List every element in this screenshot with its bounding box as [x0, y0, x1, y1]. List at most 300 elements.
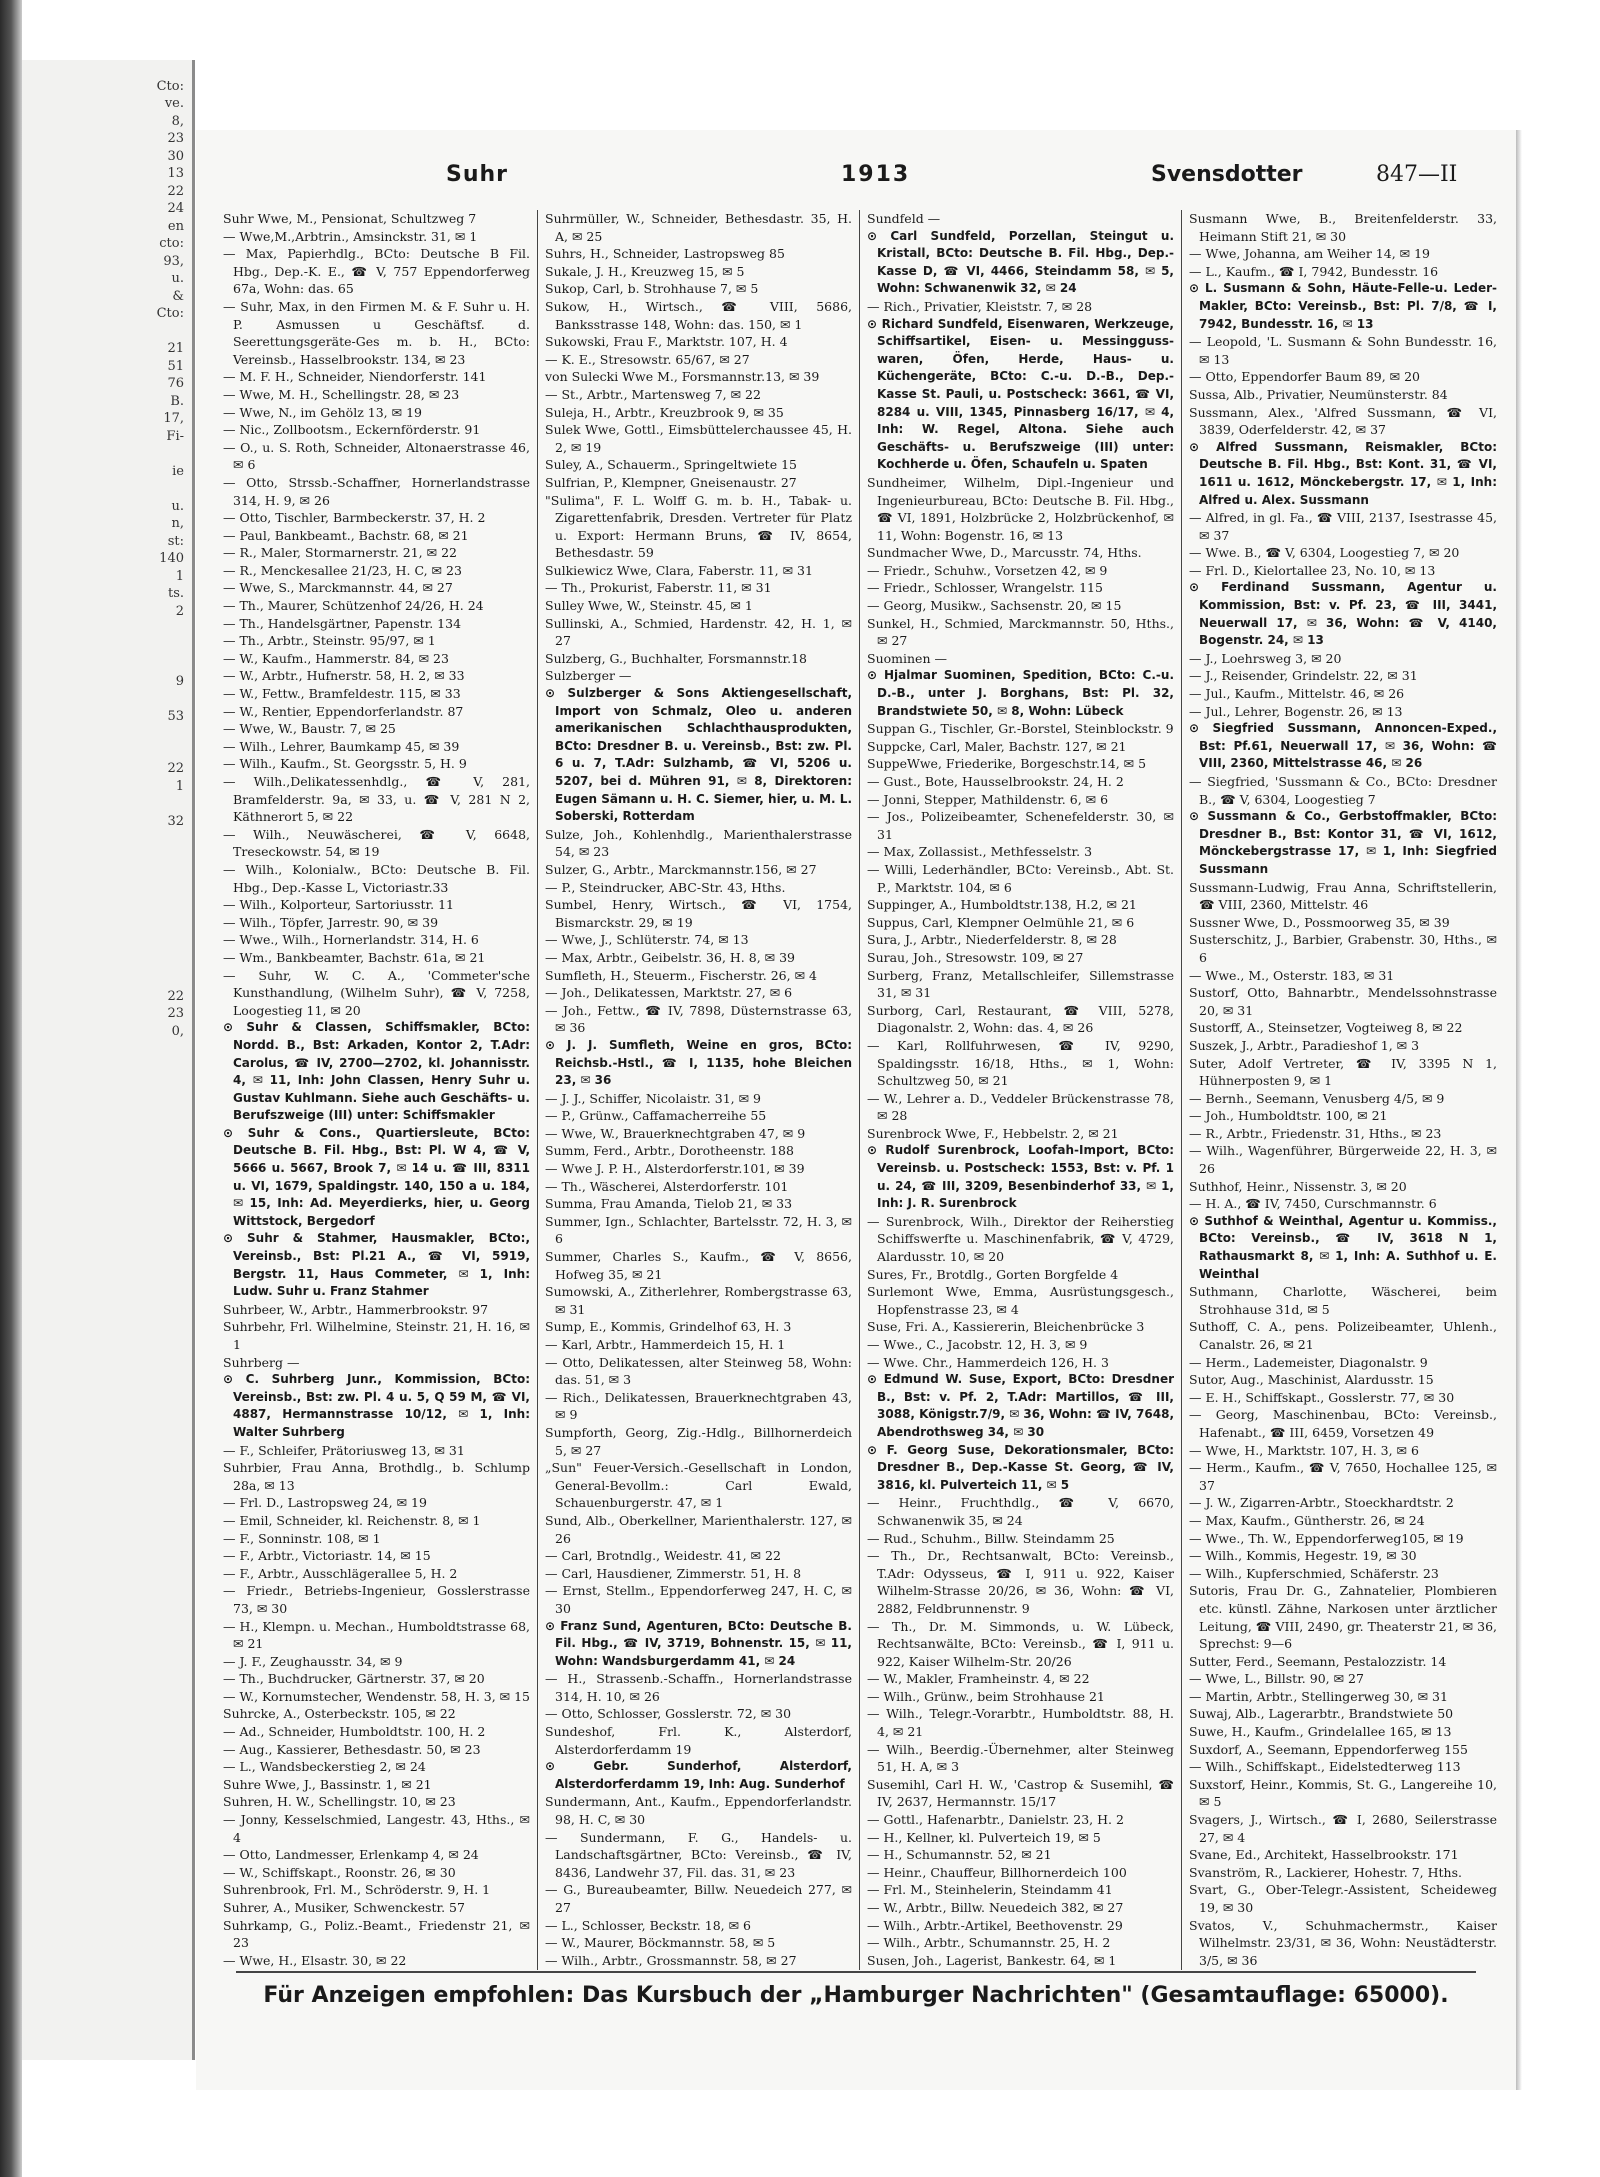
directory-entry: — Wwe, J., Schlüterstr. 74, ✉ 13 [545, 932, 749, 948]
directory-entry: Sustorff, A., Steinsetzer, Vogteiweg 8, ✉ 22 [1189, 1020, 1463, 1036]
facing-page-fragment: Cto: [156, 306, 184, 321]
directory-entry: — Wilh., Töpfer, Jarrestr. 90, ✉ 39 [223, 914, 439, 930]
directory-entry: — Th., Dr., Rechtsanwalt, BCto: Vereinsb., T.Adr: Odysseus, ☎ I, 911 u. 922, Kaiser Wilhelm-Strasse 20/26, ✉ 36, Wohn: ☎ VI, 2882, Feldbrunnenstr. 9 [867, 1548, 1174, 1616]
directory-entry: Suxdorf, A., Seemann, Eppendorferweg 155 [1189, 1741, 1468, 1757]
directory-entry: — Max, Kaufm., Güntherstr. 26, ✉ 24 [1189, 1512, 1425, 1528]
directory-entry: ⊙ Suthhof & Weinthal, Agentur u. Kommiss., BCto: Vereinsb., ☎ IV, 3618 N 1, Rathausmarkt 8, ✉ 1, Inh: A. Suthhof u. E. Weinthal [1189, 1213, 1497, 1281]
directory-entry: Sulfrian, P., Klempner, Gneisenaustr. 27 [545, 474, 797, 490]
directory-entry: Suhrs, H., Schneider, Lastropsweg 85 [545, 246, 785, 262]
directory-entry: SuppeWwe, Friederike, Borgeschstr.14, ✉ 5 [867, 756, 1147, 772]
facing-page-fragment: 21 [167, 341, 184, 356]
directory-entry: ⊙ Edmund W. Suse, Export, BCto: Dresdner B., Bst: v. Pf. 2, T.Adr: Martillos, ☎ III, 3088, Königstr.7/9, ✉ 36, Wohn: ☎ IV, 7648, Abendrothsweg 34, ✉ 30 [867, 1372, 1174, 1439]
directory-entry: Svart, G., Ober-Telegr.-Assistent, Scheideweg 19, ✉ 30 [1189, 1882, 1497, 1915]
directory-entry: — W., Schiffskapt., Roonstr. 26, ✉ 30 [223, 1864, 456, 1880]
directory-entry: — F., Arbtr., Ausschlägerallee 5, H. 2 [223, 1565, 458, 1581]
directory-entry: Summer, Ign., Schlachter, Bartelsstr. 72, H. 3, ✉ 6 [545, 1213, 852, 1247]
facing-page-fragment [22, 690, 192, 708]
directory-entry: — Paul, Bankbeamt., Bachstr. 68, ✉ 21 [223, 527, 469, 543]
directory-entry: Suppcke, Carl, Maler, Bachstr. 127, ✉ 21 [867, 738, 1127, 754]
facing-page-fragment: 22 [167, 183, 184, 199]
directory-entry: Sukow, H., Wirtsch., ☎ VIII, 5686, Banksstrasse 148, Wohn: das. 150, ✉ 1 [545, 298, 852, 332]
directory-entry: Suwaj, Alb., Lagerarbtr., Brandstwiete 50 [1189, 1706, 1454, 1722]
directory-entry: ⊙ L. Susmann & Sohn, Häute-Felle-u. Leder-Makler, BCto: Vereinsb., Bst: Pl. 7/8, ☎ I, 7942, Bundesstr. 16, ✉ 13 [1189, 281, 1497, 331]
directory-entry: Sundermann, Ant., Kaufm., Eppendorferlandstr. 98, H. C, ✉ 30 [545, 1794, 852, 1828]
directory-entry: — Rich., Privatier, Kleiststr. 7, ✉ 28 [867, 298, 1093, 314]
directory-entry: Suthhof, Heinr., Nissenstr. 3, ✉ 20 [1189, 1178, 1407, 1194]
directory-entry: ⊙ C. Suhrberg Junr., Kommission, BCto: Vereinsb., Bst: zw. Pl. 4 u. 5, Q 59 M, ☎ VI, 4887, Hermannstrasse 10/12, ✉ 1, Inh: Walter Suhrberg [223, 1372, 530, 1439]
directory-entry: — Georg, Maschinenbau, BCto: Vereinsb., Hafenabt., ☎ III, 6459, Vorsetzen 49 [1189, 1407, 1497, 1440]
directory-entry: — P., Steindrucker, ABC-Str. 43, Hths. [545, 879, 786, 895]
directory-entry: Sullinski, A., Schmied, Hardenstr. 42, H. 1, ✉ 27 [545, 615, 852, 649]
directory-entry: — Alfred, in gl. Fa., ☎ VIII, 2137, Isestrasse 45, ✉ 37 [1189, 510, 1497, 543]
directory-entry: ⊙ Suhr & Cons., Quartiersleute, BCto: Deutsche B. Fil. Hbg., Bst: Pl. W 4, ☎ V, 5666 u. 5667, Brook 7, ✉ 14 u. ☎ III, 8311 u. VI, 1679, Spaldingstr. 140, 150 a u. 184, ✉ 15, Inh: Ad. Meyerdierks, hier, u. Georg Wittstock, Bergedorf [223, 1125, 530, 1228]
directory-entry: — Jul., Lehrer, Bogenstr. 26, ✉ 13 [1189, 703, 1403, 719]
directory-entry: — E. H., Schiffskapt., Gosslerstr. 77, ✉ 30 [1189, 1389, 1455, 1405]
facing-page-fragment [22, 970, 192, 988]
facing-page-fragment: ve. [164, 96, 184, 111]
facing-page-fragment [22, 883, 192, 901]
directory-entry: — Wilh., Arbtr.-Artikel, Beethovenstr. 29 [867, 1917, 1123, 1933]
directory-entry: — Jonny, Kesselschmied, Langestr. 43, Hths., ✉ 4 [223, 1812, 530, 1845]
directory-entry: — H., Schumannstr. 52, ✉ 21 [867, 1847, 1052, 1863]
directory-entry: Suthoff, C. A., pens. Polizeibeamter, Uhlenh., Canalstr. 26, ✉ 21 [1189, 1319, 1497, 1352]
directory-entry: — Heinr., Chauffeur, Billhornerdeich 100 [867, 1864, 1127, 1880]
directory-entry: Susmann Wwe, B., Breitenfelderstr. 33, Heimann Stift 21, ✉ 30 [1189, 211, 1497, 244]
directory-columns [216, 210, 1506, 1970]
directory-entry: Sukowski, Frau F., Marktstr. 107, H. 4 [545, 334, 788, 350]
directory-entry: — W., Kornumstecher, Wendenstr. 58, H. 3, ✉ 15 [223, 1688, 531, 1704]
directory-entry: — Georg, Musikw., Sachsenstr. 20, ✉ 15 [867, 598, 1122, 614]
directory-entry: — Th., Dr. M. Simmonds, u. W. Lübeck, Rechtsanwälte, BCto: Vereinsb., ☎ I, 911 u. 922, Kaiser Wilhelm-Str. 20/26 [867, 1618, 1174, 1669]
directory-entry: — Wilh., Grünw., beim Strohhause 21 [867, 1688, 1105, 1704]
directory-entry: — Wwe., Wilh., Hornerlandstr. 314, H. 6 [223, 932, 479, 948]
facing-page-fragment [22, 848, 192, 866]
directory-entry: Sunkel, H., Schmied, Marckmannstr. 50, Hths., ✉ 27 [867, 615, 1174, 649]
facing-page-fragment [22, 1040, 192, 1058]
directory-entry: — Ernst, Stellm., Eppendorferweg 247, H. C, ✉ 30 [545, 1583, 852, 1616]
directory-entry: — Rich., Delikatessen, Brauerknechtgraben 43, ✉ 9 [545, 1389, 852, 1423]
directory-entry: Susterschitz, J., Barbier, Grabenstr. 30, Hths., ✉ 6 [1189, 932, 1497, 965]
directory-entry: — Ad., Schneider, Humboldtstr. 100, H. 2 [223, 1724, 486, 1740]
directory-entry: — J., Reisender, Grindelstr. 22, ✉ 31 [1189, 668, 1418, 684]
directory-entry: — J. F., Zeughausstr. 34, ✉ 9 [223, 1653, 403, 1669]
facing-page-fragment: 32 [167, 813, 184, 829]
directory-entry: Suhren, H. W., Schellingstr. 10, ✉ 23 [223, 1794, 456, 1810]
column-4 [1182, 210, 1504, 1970]
directory-entry: ⊙ Rudolf Surenbrock, Loofah-Import, BCto: Vereinsb. u. Postscheck: 1553, Bst: v. Pf. 1 u. 24, ☎ III, 3209, Besenbinderhof 33, ✉ 1, Inh: J. R. Surenbrock [867, 1143, 1174, 1211]
directory-entry: — Joh., Delikatessen, Marktstr. 27, ✉ 6 [545, 985, 793, 1001]
directory-entry: — M. F. H., Schneider, Niendorferstr. 141 [223, 369, 487, 385]
facing-page-fragment: 2 [175, 603, 184, 619]
directory-entry: ⊙ Ferdinand Sussmann, Agentur u. Kommission, Bst: v. Pf. 23, ☎ III, 3441, Neuerwall 17, ✉ 36, Wohn: ☎ V, 4140, Bogenstr. 24, ✉ 13 [1189, 580, 1497, 648]
running-head-first-name: Suhr [446, 162, 509, 187]
directory-entry: Sulzberger — [545, 668, 632, 684]
directory-entry: — F., Sonninstr. 108, ✉ 1 [223, 1530, 381, 1546]
directory-entry: — Suhr, Max, in den Firmen M. & F. Suhr u. H. P. Asmussen u Geschäftsf. d. Seerettungsgeräte-Ges m. b. H., BCto: Vereinsb., Hasselbrookstr. 134, ✉ 23 [223, 298, 530, 367]
directory-entry: Sundeshof, Frl. K., Alsterdorf, Alsterdorferdamm 19 [545, 1724, 852, 1757]
directory-entry: Suter, Adolf Vertreter, ☎ IV, 3395 N 1, Hühnerposten 9, ✉ 1 [1189, 1055, 1497, 1089]
directory-entry: Sutor, Aug., Maschinist, Alardusstr. 15 [1189, 1372, 1434, 1388]
directory-entry: Sussa, Alb., Privatier, Neumünsterstr. 84 [1189, 386, 1448, 402]
facing-page-fragment: en [167, 218, 184, 234]
facing-page-fragment: 0, [171, 1023, 184, 1039]
facing-page-fragment: n, [171, 516, 184, 531]
directory-entry: — Wilh., Kolonialw., BCto: Deutsche B. Fil. Hbg., Dep.-Kasse L, Victoriastr.33 [223, 861, 530, 895]
directory-entry: — Karl, Arbtr., Hammerdeich 15, H. 1 [545, 1337, 786, 1352]
directory-entry: — L., Wandsbeckerstieg 2, ✉ 24 [223, 1759, 426, 1775]
directory-entry: — Wilh., Neuwäscherei, ☎ V, 6648, Treseckowstr. 54, ✉ 19 [223, 826, 530, 860]
directory-entry: Sussmann, Alex., 'Alfred Sussmann, ☎ VI, 3839, Oderfelderstr. 42, ✉ 37 [1189, 404, 1497, 438]
directory-entry: ⊙ J. J. Sumfleth, Weine en gros, BCto: Reichsb.-Hstl., ☎ I, 1135, hohe Bleichen 23, ✉ 36 [545, 1037, 852, 1088]
column-1 [216, 210, 538, 1970]
directory-entry: — Karl, Rollfuhrwesen, ☎ IV, 9290, Spaldingsstr. 16/18, Hths., ✉ 1, Wohn: Schultzweg 50, ✉ 21 [867, 1037, 1174, 1089]
directory-entry: — Jul., Kaufm., Mittelstr. 46, ✉ 26 [1189, 686, 1405, 702]
directory-entry: — Wilh., Kaufm., St. Georgsstr. 5, H. 9 [223, 756, 467, 772]
directory-entry: — Th., Wäscherei, Alsterdorferstr. 101 [545, 1178, 789, 1194]
facing-page-fragment [22, 953, 192, 971]
directory-entry: — Willi, Lederhändler, BCto: Vereinsb., Abt. St. P., Marktstr. 104, ✉ 6 [867, 861, 1174, 895]
directory-entry: — Gottl., Hafenarbtr., Danielstr. 23, H. 2 [867, 1812, 1124, 1828]
directory-entry: — Surenbrock, Wilh., Direktor der Reiherstieg Schiffswerfte u. Maschinenfabrik, ☎ V, 4729, Alardusstr. 10, ✉ 20 [867, 1213, 1174, 1265]
facing-page-fragment: Cto: [156, 78, 184, 94]
directory-entry: — Leopold, 'L. Susmann & Sohn Bundesstr. 16, ✉ 13 [1189, 334, 1497, 367]
directory-entry: Suhrbehr, Frl. Wilhelmine, Steinstr. 21, H. 16, ✉ 1 [223, 1319, 530, 1352]
directory-entry: — Wwe, H., Elsastr. 30, ✉ 22 [223, 1952, 407, 1968]
directory-entry: Sundheimer, Wilhelm, Dipl.-Ingenieur und Ingenieurbureau, BCto: Deutsche B. Fil. Hbg., ☎ VI, 1891, Holzbrücke 2, Holzbrückenhof, ✉ 11, Wohn: Bogenstr. 16, ✉ 13 [867, 474, 1174, 543]
directory-entry: — Otto, Schlosser, Gosslerstr. 72, ✉ 30 [545, 1706, 792, 1722]
facing-page-fragment: 24 [167, 201, 184, 216]
directory-entry: — St., Arbtr., Martensweg 7, ✉ 22 [545, 386, 761, 402]
directory-entry: — Th., Arbtr., Steinstr. 95/97, ✉ 1 [223, 633, 436, 649]
directory-entry: ⊙ Gebr. Sunderhof, Alsterdorf, Alsterdorferdamm 19, Inh: Aug. Sunderhof [545, 1759, 852, 1791]
directory-entry: Sussmann-Ludwig, Frau Anna, Schriftstellerin, ☎ VIII, 2360, Mittelstr. 46 [1189, 879, 1497, 913]
page-number: 847—II [1376, 162, 1458, 187]
directory-entry: Sukop, Carl, b. Strohhause 7, ✉ 5 [545, 281, 759, 297]
directory-entry: — Th., Prokurist, Faberstr. 11, ✉ 31 [545, 580, 772, 596]
directory-entry: — Wilh., Wagenführer, Bürgerweide 22, H. 3, ✉ 26 [1189, 1143, 1497, 1177]
facing-page-fragment: 22 [167, 761, 184, 776]
directory-entry: Suszek, J., Arbtr., Paradieshof 1, ✉ 3 [1189, 1037, 1420, 1053]
directory-entry: Sura, J., Arbtr., Niederfelderstr. 8, ✉ 28 [867, 932, 1117, 948]
directory-entry: Suhrkamp, G., Poliz.-Beamt., Friedenstr 21, ✉ 23 [223, 1917, 530, 1951]
facing-page-fragment: 53 [167, 708, 184, 724]
directory-entry: — Wwe, L., Billstr. 90, ✉ 27 [1189, 1671, 1364, 1687]
facing-page-fragment: 140 [159, 551, 184, 566]
directory-entry: — Suhr, W. C. A., 'Commeter'sche Kunsthandlung, (Wilhelm Suhr), ☎ V, 7258, Loogestieg 11, ✉ 20 [223, 967, 530, 1018]
facing-page-fragment [22, 60, 192, 78]
facing-page-fragment [22, 1198, 192, 1216]
directory-entry: Sulze, Joh., Kohlenhdlg., Marienthalerstrasse 54, ✉ 23 [545, 826, 852, 860]
directory-entry: — R., Maler, Stormarnerstr. 21, ✉ 22 [223, 545, 457, 561]
directory-entry: — Joh., Fettw., ☎ IV, 7898, Düsternstrasse 63, ✉ 36 [545, 1002, 852, 1036]
directory-entry: Sustorf, Otto, Bahnarbtr., Mendelssohnstrasse 20, ✉ 31 [1189, 985, 1497, 1018]
directory-entry: — Herm., Kaufm., ☎ V, 7650, Hochallee 125, ✉ 37 [1189, 1460, 1497, 1493]
directory-entry: — W., Maurer, Böckmannstr. 58, ✉ 5 [545, 1935, 776, 1951]
directory-entry: — H. A., ☎ IV, 7450, Curschmannstr. 6 [1189, 1196, 1437, 1212]
facing-page-fragment [22, 1215, 192, 1233]
directory-entry: Sukale, J. H., Kreuzweg 15, ✉ 5 [545, 263, 745, 279]
directory-entry: Suhrberg — [223, 1354, 300, 1370]
directory-entry: "Sulima", F. L. Wolff G. m. b. H., Tabak- u. Zigarettenfabrik, Dresden. Vertreter für Platz u. Export: Hermann Bruns, ☎ IV, 8654, Bethesdastr. 59 [545, 492, 852, 561]
facing-page-fragment: 51 [167, 358, 184, 374]
directory-entry: Susen, Joh., Lagerist, Bankestr. 64, ✉ 1 [867, 1952, 1117, 1968]
facing-page-fragment [22, 445, 192, 463]
directory-entry: — Wilh., Arbtr., Schumannstr. 25, H. 2 [867, 1935, 1111, 1951]
directory-entry: Surborg, Carl, Restaurant, ☎ VIII, 5278, Diagonalstr. 2, Wohn: das. 4, ✉ 26 [867, 1002, 1174, 1036]
directory-entry: Suthmann, Charlotte, Wäscherei, beim Strohhause 31d, ✉ 5 [1189, 1284, 1497, 1317]
directory-entry: Surenbrock Wwe, F., Hebbelstr. 2, ✉ 21 [867, 1125, 1119, 1141]
directory-entry: — Max, Arbtr., Geibelstr. 36, H. 8, ✉ 39 [545, 949, 795, 965]
facing-page-fragment: ts. [167, 586, 184, 601]
directory-entry: von Sulecki Wwe M., Forsmannstr.13, ✉ 39 [545, 369, 820, 385]
directory-entry: — Wwe J. P. H., Alsterdorferstr.101, ✉ 39 [545, 1161, 805, 1177]
directory-entry: — Wwe., C., Jacobstr. 12, H. 3, ✉ 9 [867, 1337, 1088, 1352]
facing-page-fragment [22, 795, 192, 813]
directory-entry: Svane, Ed., Architekt, Hasselbrookstr. 171 [1189, 1847, 1459, 1863]
facing-page-fragment [22, 918, 192, 936]
facing-page-fragment [22, 1268, 192, 1286]
column-2 [538, 210, 860, 1970]
directory-entry: — Wwe. B., ☎ V, 6304, Loogestieg 7, ✉ 20 [1189, 545, 1460, 561]
facing-page-fragment: u. [171, 498, 184, 514]
facing-page-fragment [22, 865, 192, 883]
facing-page-fragment: u. [171, 271, 184, 286]
facing-page-fragment [22, 1128, 192, 1146]
directory-entry: — Wwe, W., Baustr. 7, ✉ 25 [223, 721, 396, 737]
facing-page-fragment [22, 900, 192, 918]
directory-entry: Sulzberg, G., Buchhalter, Forsmannstr.18 [545, 650, 807, 666]
directory-entry: — Heinr., Fruchthdlg., ☎ V, 6670, Schwanenwik 35, ✉ 24 [867, 1495, 1174, 1528]
directory-entry: — Wwe, S., Marckmannstr. 44, ✉ 27 [223, 580, 453, 596]
facing-page-fragment: cto: [159, 236, 184, 251]
directory-entry: — Wwe, N., im Gehölz 13, ✉ 19 [223, 404, 422, 420]
directory-entry: — Joh., Humboldtstr. 100, ✉ 21 [1189, 1108, 1388, 1124]
directory-entry: — R., Menckesallee 21/23, H. C, ✉ 23 [223, 562, 462, 578]
facing-page-fragment: 23 [167, 131, 184, 146]
directory-entry: — Wwe,M.,Arbtrin., Amsinckstr. 31, ✉ 1 [223, 228, 478, 244]
directory-entry: — W., Arbtr., Hufnerstr. 58, H. 2, ✉ 33 [223, 668, 465, 684]
facing-page-fragment [22, 480, 192, 498]
directory-entry: Sussner Wwe, D., Possmoorweg 35, ✉ 39 [1189, 914, 1450, 930]
directory-entry: Suley, A., Schauerm., Springeltwiete 15 [545, 457, 797, 473]
facing-page-fragment [22, 743, 192, 761]
directory-entry: — Wwe, W., Brauerknechtgraben 47, ✉ 9 [545, 1125, 806, 1141]
directory-entry [545, 1969, 852, 1970]
directory-entry: — Rud., Schuhm., Billw. Steindamm 25 [867, 1530, 1115, 1546]
directory-entry: — Wwe, M. H., Schellingstr. 28, ✉ 23 [223, 386, 460, 402]
directory-entry: — Sundermann, F. G., Handels- u. Landschaftsgärtner, BCto: Vereinsb., ☎ IV, 8436, Landwehr 37, Fil. das. 31, ✉ 23 [545, 1829, 852, 1880]
facing-page-fragment: Fi- [166, 428, 184, 444]
directory-entry: Sures, Fr., Brotdlg., Gorten Borgfelde 4 [867, 1266, 1119, 1282]
facing-page-fragment: & [172, 288, 184, 304]
column-3 [860, 210, 1182, 1970]
directory-page [196, 130, 1516, 2090]
directory-entry: — H., Kellner, kl. Pulverteich 19, ✉ 5 [867, 1829, 1101, 1845]
directory-entry: — Wilh., Beerdig.-Übernehmer, alter Steinweg 51, H. A, ✉ 3 [867, 1741, 1174, 1775]
directory-entry: ⊙ Sulzberger & Sons Aktiengesellschaft, Import von Schmalz, Oleo u. anderen amerikanischen Schlachthausprodukten, BCto: Dresdner B. u. Vereinsb., Bst: zw. Pl. 6 u. 7, T.Adr: Sulzhamb, ☎ VI, 5206 u. 5207, bei d. Mühren 91, ✉ 8, Direktoren: Eugen Sämann u. H. C. Siemer, hier, u. M. L. Soberski, Rotterdam [545, 686, 852, 824]
directory-entry: Suppus, Carl, Klempner Oelmühle 21, ✉ 6 [867, 914, 1135, 930]
directory-entry: — Otto, Eppendorfer Baum 89, ✉ 20 [1189, 369, 1421, 385]
directory-entry: — Otto, Strssb.-Schaffner, Hornerlandstrasse 314, H. 9, ✉ 26 [223, 474, 530, 508]
directory-entry: — P., Grünw., Caffamacherreihe 55 [545, 1108, 767, 1124]
directory-entry: Sutter, Ferd., Seemann, Pestalozzistr. 14 [1189, 1653, 1447, 1669]
directory-entry: — W., Kaufm., Hammerstr. 84, ✉ 23 [223, 650, 449, 666]
directory-entry: „Sun" Feuer-Versich.-Gesellschaft in London, General-Bevollm.: Carl Ewald, Schauenburgerstr. 47, ✉ 1 [545, 1460, 852, 1511]
directory-entry: — Th., Buchdrucker, Gärtnerstr. 37, ✉ 20 [223, 1671, 485, 1687]
directory-entry: — Wilh., Lehrer, Baumkamp 45, ✉ 39 [223, 738, 460, 754]
directory-entry: — Friedr., Betriebs-Ingenieur, Gosslerstrasse 73, ✉ 30 [223, 1583, 530, 1616]
directory-entry: — H., Klempn. u. Mechan., Humboldtstrasse 68, ✉ 21 [223, 1618, 530, 1652]
directory-entry: Sutoris, Frau Dr. G., Zahnatelier, Plombieren etc. künstl. Zähne, Narkosen unter ärztlicher Leitung, ☎ VIII, 2490, gr. Theaterstr 21, ✉ 36, Sprechst: 9—6 [1189, 1583, 1497, 1652]
facing-page-fragment: 9 [175, 673, 184, 689]
facing-page-fragment [22, 1250, 192, 1268]
directory-entry: Suhrenbrook, Frl. M., Schröderstr. 9, H. 1 [223, 1882, 491, 1898]
facing-page-fragment: 8, [171, 113, 184, 129]
directory-entry: Summ, Ferd., Arbtr., Dorotheenstr. 188 [545, 1143, 794, 1159]
directory-entry: — F., Arbtr., Victoriastr. 14, ✉ 15 [223, 1548, 431, 1564]
directory-entry: — Siegfried, 'Sussmann & Co., BCto: Dresdner B., ☎ V, 6304, Loogestieg 7 [1189, 774, 1497, 807]
directory-entry: ⊙ Sussmann & Co., Gerbstoffmakler, BCto: Dresdner B., Bst: Kontor 31, ☎ VI, 1612, Mönckebergstrasse 17, ✉ 1, Inh: Siegfried Sussmann [1189, 809, 1497, 876]
directory-entry: — Friedr., Schuhw., Vorsetzen 42, ✉ 9 [867, 562, 1108, 578]
directory-entry: ⊙ Richard Sundfeld, Eisenwaren, Werkzeuge, Schiffsartikel, Eisen- u. Messingguss-waren, Öfen, Herde, Haus- u. Küchengeräte, BCto: C.-u. D.-B., Dep.-Kasse St. Pauli, u. Postscheck: 3661, ☎ VI, 8284 u. VIII, 1345, Pinnasberg 16/17, ✉ 4, Inh: W. Regel, Altona. Siehe auch Geschäfts- u. Berufszweige (III) unter: Kochherde u. Öfen, Schaufeln u. Spaten [867, 316, 1174, 472]
directory-entry: Suhrbier, Frau Anna, Brothdlg., b. Schlump 28a, ✉ 13 [223, 1460, 530, 1493]
facing-page-fragment: 23 [167, 1006, 184, 1021]
facing-page-fragment: ie [172, 463, 184, 479]
directory-entry: — W., Rentier, Eppendorferlandstr. 87 [223, 703, 464, 719]
directory-entry: — Herm., Lademeister, Diagonalstr. 9 [1189, 1354, 1428, 1370]
facing-page-fragment [22, 935, 192, 953]
directory-entry: — Wwe, H., Marktstr. 107, H. 3, ✉ 6 [1189, 1442, 1419, 1458]
directory-entry: Sumpforth, Georg, Zig.-Hdlg., Billhornerdeich 5, ✉ 27 [545, 1424, 852, 1458]
facing-page-fragment: B. [170, 393, 184, 409]
facing-page-fragment [22, 1180, 192, 1198]
directory-entry: — J. W., Zigarren-Arbtr., Stoeckhardtstr. 2 [1189, 1495, 1454, 1511]
directory-entry: ⊙ F. Georg Suse, Dekorationsmaler, BCto: Dresdner B., Dep.-Kasse St. Georg, ☎ IV, 3816, kl. Pulverteich 11, ✉ 5 [867, 1442, 1174, 1492]
directory-entry: — Frl. D., Kielortallee 23, No. 10, ✉ 13 [1189, 562, 1436, 578]
directory-entry: Suppan G., Tischler, Gr.-Borstel, Steinblockstr. 9 [867, 721, 1174, 737]
directory-entry: — Wilh., Telegr.-Vorarbtr., Humboldtstr. 88, H. 4, ✉ 21 [867, 1706, 1174, 1740]
directory-entry: — Max, Papierhdlg., BCto: Deutsche B Fil. Hbg., Dep.-K. E., ☎ V, 757 Eppendorferweg 67a, Wohn: das. 65 [223, 246, 530, 297]
facing-page-fragment [22, 725, 192, 743]
facing-page-margin [22, 60, 195, 2060]
directory-entry: Suominen — [867, 650, 947, 666]
directory-entry: Suxstorf, Heinr., Kommis, St. G., Langereihe 10, ✉ 5 [1189, 1776, 1497, 1810]
directory-entry: Summer, Charles S., Kaufm., ☎ V, 8656, Hofweg 35, ✉ 21 [545, 1249, 852, 1282]
directory-entry: ⊙ Carl Sundfeld, Porzellan, Steingut u. Kristall, BCto: Deutsche B. Fil. Hbg., Dep.-Kasse D, ☎ VI, 4466, Steindamm 58, ✉ 5, Wohn: Schwanenwik 32, ✉ 24 [867, 228, 1174, 296]
directory-entry: — W., Arbtr., Billw. Neuedeich 382, ✉ 27 [867, 1900, 1124, 1915]
directory-entry: — R., Arbtr., Friedenstr. 31, Hths., ✉ 23 [1189, 1125, 1442, 1141]
facing-page-fragment: 1 [175, 778, 184, 794]
directory-entry: — Jonni, Stepper, Mathildenstr. 6, ✉ 6 [867, 791, 1109, 807]
directory-entry: ⊙ Suhr & Classen, Schiffsmakler, BCto: Nordd. B., Bst: Arkaden, Kontor 2, T.Adr: Carolus, ☎ IV, 2700—2702, kl. Johannisstr. 4, ✉ 11, Inh: John Classen, Henry Suhr u. Gustav Kuhlmann. Siehe auch Geschäfts- u. Berufszweige (III) unter: Schiffsmakler [223, 1020, 530, 1123]
directory-entry: — Wwe., M., Osterstr. 183, ✉ 31 [1189, 967, 1395, 983]
directory-entry: Susemihl, Carl H. W., 'Castrop & Susemihl, ☎ IV, 2637, Hermannstr. 15/17 [867, 1776, 1174, 1810]
facing-page-fragment [22, 655, 192, 673]
directory-entry: Sund, Alb., Oberkellner, Marienthalerstr. 127, ✉ 26 [545, 1512, 852, 1546]
facing-page-fragment: 13 [167, 166, 184, 181]
directory-entry: Sump, E., Kommis, Grindelhof 63, H. 3 [545, 1319, 792, 1335]
facing-page-fragment [22, 1075, 192, 1093]
running-head-last-name: Svensdotter [1151, 162, 1303, 187]
directory-entry: ⊙ Alfred Sussmann, Reismakler, BCto: Deutsche B. Fil. Hbg., Bst: Kont. 31, ☎ VI, 1611 u. 1612, Mönckebergstr. 17, ✉ 1, Inh: Alfred u. Alex. Sussmann [1189, 439, 1497, 507]
facing-page-fragment: 17, [163, 411, 184, 426]
directory-entry: — H., Strassenb.-Schaffn., Hornerlandstrasse 314, H. 10, ✉ 26 [545, 1671, 852, 1704]
directory-entry [867, 1969, 1174, 1970]
directory-entry: — Wilh., Schiffskapt., Eidelstedterweg 113 [1189, 1759, 1461, 1775]
directory-entry: — Otto, Tischler, Barmbeckerstr. 37, H. 2 [223, 510, 486, 526]
directory-entry: Sumbel, Henry, Wirtsch., ☎ VI, 1754, Bismarckstr. 29, ✉ 19 [545, 897, 852, 930]
directory-entry [1189, 1969, 1497, 1970]
facing-page-fragment: 1 [175, 568, 184, 584]
directory-entry: Suse, Fri. A., Kassiererin, Bleichenbrücke 3 [867, 1319, 1145, 1335]
directory-entry: — Friedr., Schlosser, Wrangelstr. 115 [867, 580, 1103, 596]
facing-page-fragment: 22 [167, 988, 184, 1004]
directory-entry: Surau, Joh., Stresowstr. 109, ✉ 27 [867, 949, 1084, 965]
directory-entry: — Max, Zollassist., Methfesselstr. 3 [867, 844, 1093, 860]
facing-page-fragment: 93, [163, 253, 184, 269]
facing-page-fragment [22, 620, 192, 638]
advertisement-footer: Für Anzeigen empfohlen: Das Kursbuch der „Hamburger Nachrichten" (Gesamtauflage: 65000). [236, 1971, 1476, 2008]
facing-page-fragment: st: [167, 533, 184, 549]
facing-page-fragment [22, 830, 192, 848]
directory-entry: — Otto, Delikatessen, alter Steinweg 58, Wohn: das. 51, ✉ 3 [545, 1354, 852, 1388]
scan-binding-edge [0, 0, 22, 2177]
directory-entry: — L., Schlosser, Beckstr. 18, ✉ 6 [545, 1917, 752, 1933]
directory-entry: — Wwe, Johanna, am Weiher 14, ✉ 19 [1189, 246, 1431, 262]
directory-entry: Sulley Wwe, W., Steinstr. 45, ✉ 1 [545, 598, 753, 614]
running-head-year: 1913 [841, 162, 911, 187]
directory-entry: — Bernh., Seemann, Venusberg 4/5, ✉ 9 [1189, 1090, 1445, 1106]
directory-entry: Sulzer, G., Arbtr., Marckmannstr.156, ✉ 27 [545, 861, 817, 877]
directory-entry: Sulkiewicz Wwe, Clara, Faberstr. 11, ✉ 31 [545, 562, 813, 578]
directory-entry: — Otto, Landmesser, Erlenkamp 4, ✉ 24 [223, 1847, 479, 1863]
page-edge-shadow [1516, 130, 1522, 2090]
directory-entry: — J. J., Schiffer, Nicolaistr. 31, ✉ 9 [545, 1090, 762, 1106]
facing-page-fragment [22, 1163, 192, 1181]
facing-page-fragment [22, 1145, 192, 1163]
directory-entry: Summa, Frau Amanda, Tielob 21, ✉ 33 [545, 1196, 793, 1212]
directory-entry: Suhrer, A., Musiker, Schwenckestr. 57 [223, 1900, 465, 1915]
directory-entry: — Wilh., Arbtr., Grossmannstr. 58, ✉ 27 [545, 1952, 797, 1968]
directory-entry: — G., Bureaubeamter, Billw. Neuedeich 277, ✉ 27 [545, 1882, 852, 1915]
directory-entry: Svatos, V., Schuhmachermstr., Kaiser Wilhelmstr. 23/31, ✉ 36, Wohn: Neustädterstr. 3/5, ✉ 36 [1189, 1917, 1497, 1968]
directory-entry: ⊙ Franz Sund, Agenturen, BCto: Deutsche B. Fil. Hbg., ☎ IV, 3719, Bohnenstr. 15, ✉ 11, Wohn: Wandsburgerdamm 41, ✉ 24 [545, 1618, 852, 1668]
directory-entry: Suhrmüller, W., Schneider, Bethesdastr. 35, H. A, ✉ 25 [545, 211, 852, 244]
directory-entry: — J., Loehrsweg 3, ✉ 20 [1189, 650, 1342, 666]
directory-entry: — Wilh., Kupferschmied, Schäferstr. 23 [1189, 1565, 1439, 1581]
directory-entry: — Carl, Brotndlg., Weidestr. 41, ✉ 22 [545, 1548, 781, 1564]
directory-entry: ⊙ Suhr & Stahmer, Hausmakler, BCto:, Vereinsb., Bst: Pl.21 A., ☎ VI, 5919, Bergstr. 11, Haus Commeter, ✉ 1, Inh: Ludw. Suhr u. Franz Stahmer [223, 1231, 530, 1299]
directory-entry: — F., Schleifer, Prätoriusweg 13, ✉ 31 [223, 1442, 465, 1458]
directory-entry: — Wilh., Kommis, Hegestr. 19, ✉ 30 [1189, 1548, 1417, 1564]
directory-entry: Svagers, J., Wirtsch., ☎ I, 2680, Seilerstrasse 27, ✉ 4 [1189, 1812, 1497, 1845]
directory-entry: Sulek Wwe, Gottl., Eimsbüttelerchaussee 45, H. 2, ✉ 19 [545, 422, 852, 455]
directory-entry: — Frl. M., Steinhelerin, Steindamm 41 [867, 1882, 1113, 1898]
directory-entry: Suhr Wwe, M., Pensionat, Schultzweg 7 [223, 211, 477, 226]
directory-entry: — Frl. D., Lastropsweg 24, ✉ 19 [223, 1495, 427, 1511]
facing-page-fragment [22, 638, 192, 656]
facing-page-fragment: 30 [167, 148, 184, 164]
directory-entry: — Aug., Kassierer, Bethesdastr. 50, ✉ 23 [223, 1741, 481, 1757]
directory-entry: — Nic., Zollbootsm., Eckernförderstr. 91 [223, 422, 481, 438]
directory-entry: Sumowski, A., Zitherlehrer, Rombergstrasse 63, ✉ 31 [545, 1284, 852, 1317]
directory-entry: — Wilh., Kolporteur, Sartoriusstr. 11 [223, 897, 454, 913]
facing-page-fragment [22, 1233, 192, 1251]
facing-page-fragment [22, 1058, 192, 1076]
directory-entry: — K. E., Stresowstr. 65/67, ✉ 27 [545, 351, 750, 367]
directory-entry: — Wilh.,Delikatessenhdlg., ☎ V, 281, Bramfelderstr. 9a, ✉ 33, u. ☎ V, 281 N 2, Käthnerort 5, ✉ 22 [223, 774, 530, 825]
directory-entry: Suleja, H., Arbtr., Kreuzbrook 9, ✉ 35 [545, 404, 784, 420]
